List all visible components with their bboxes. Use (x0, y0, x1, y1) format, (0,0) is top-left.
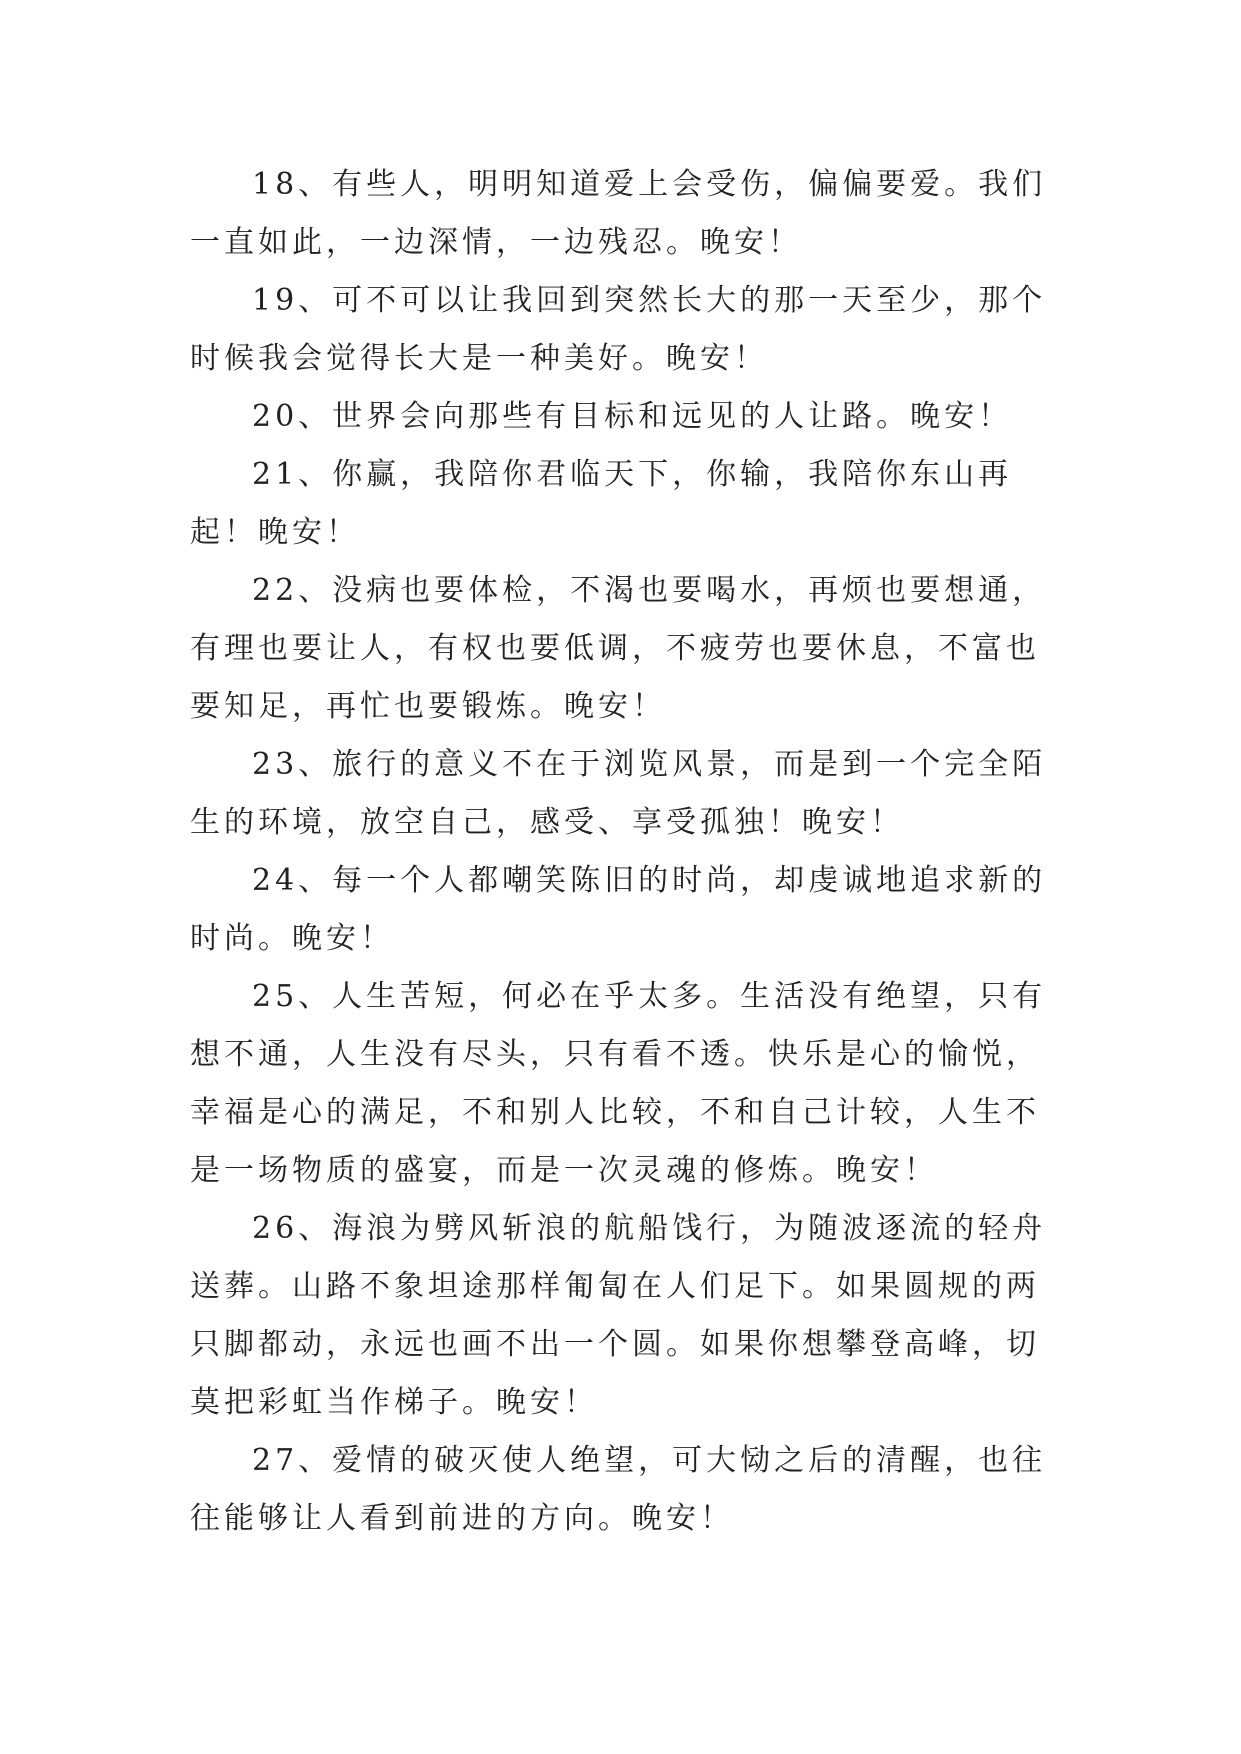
paragraph-20: 20、世界会向那些有目标和远见的人让路。晚安！ (252, 399, 1013, 434)
paragraph-27: 27、爱情的破灭使人绝望，可大恸之后的清醒，也往往能够让人看到前进的方向。晚安！ (190, 1443, 1047, 1536)
document-body (190, 156, 1052, 1548)
paragraph-19: 19、可不可以让我回到突然长大的那一天至少，那个时候我会觉得长大是一种美好。晚安！ (190, 283, 1047, 376)
paragraph-21: 21、你赢，我陪你君临天下，你输，我陪你东山再起！晚安！ (190, 457, 1013, 550)
paragraph-24: 24、每一个人都嘲笑陈旧的时尚，却虔诚地追求新的时尚。晚安！ (190, 863, 1047, 956)
paragraph-23: 23、旅行的意义不在于浏览风景，而是到一个完全陌生的环境，放空自己，感受、享受孤独！晚安！ (190, 747, 1047, 840)
paragraph-25: 25、人生苦短，何必在乎太多。生活没有绝望，只有想不通，人生没有尽头，只有看不透。快乐是心的愉悦，幸福是心的满足，不和别人比较，不和自己计较，人生不是一场物质的盛宴，而是一次灵魂的修炼。晚安！ (190, 979, 1047, 1188)
paragraph-22: 22、没病也要体检，不渴也要喝水，再烦也要想通，有理也要让人，有权也要低调，不疲劳也要休息，不富也要知足，再忙也要锻炼。晚安！ (190, 573, 1047, 724)
paragraph-26: 26、海浪为劈风斩浪的航船饯行，为随波逐流的轻舟送葬。山路不象坦途那样匍匐在人们足下。如果圆规的两只脚都动，永远也画不出一个圆。如果你想攀登高峰，切莫把彩虹当作梯子。晚安！ (190, 1211, 1047, 1420)
paragraph-18: 18、有些人，明明知道爱上会受伤，偏偏要爱。我们一直如此，一边深情，一边残忍。晚安！ (190, 167, 1047, 260)
